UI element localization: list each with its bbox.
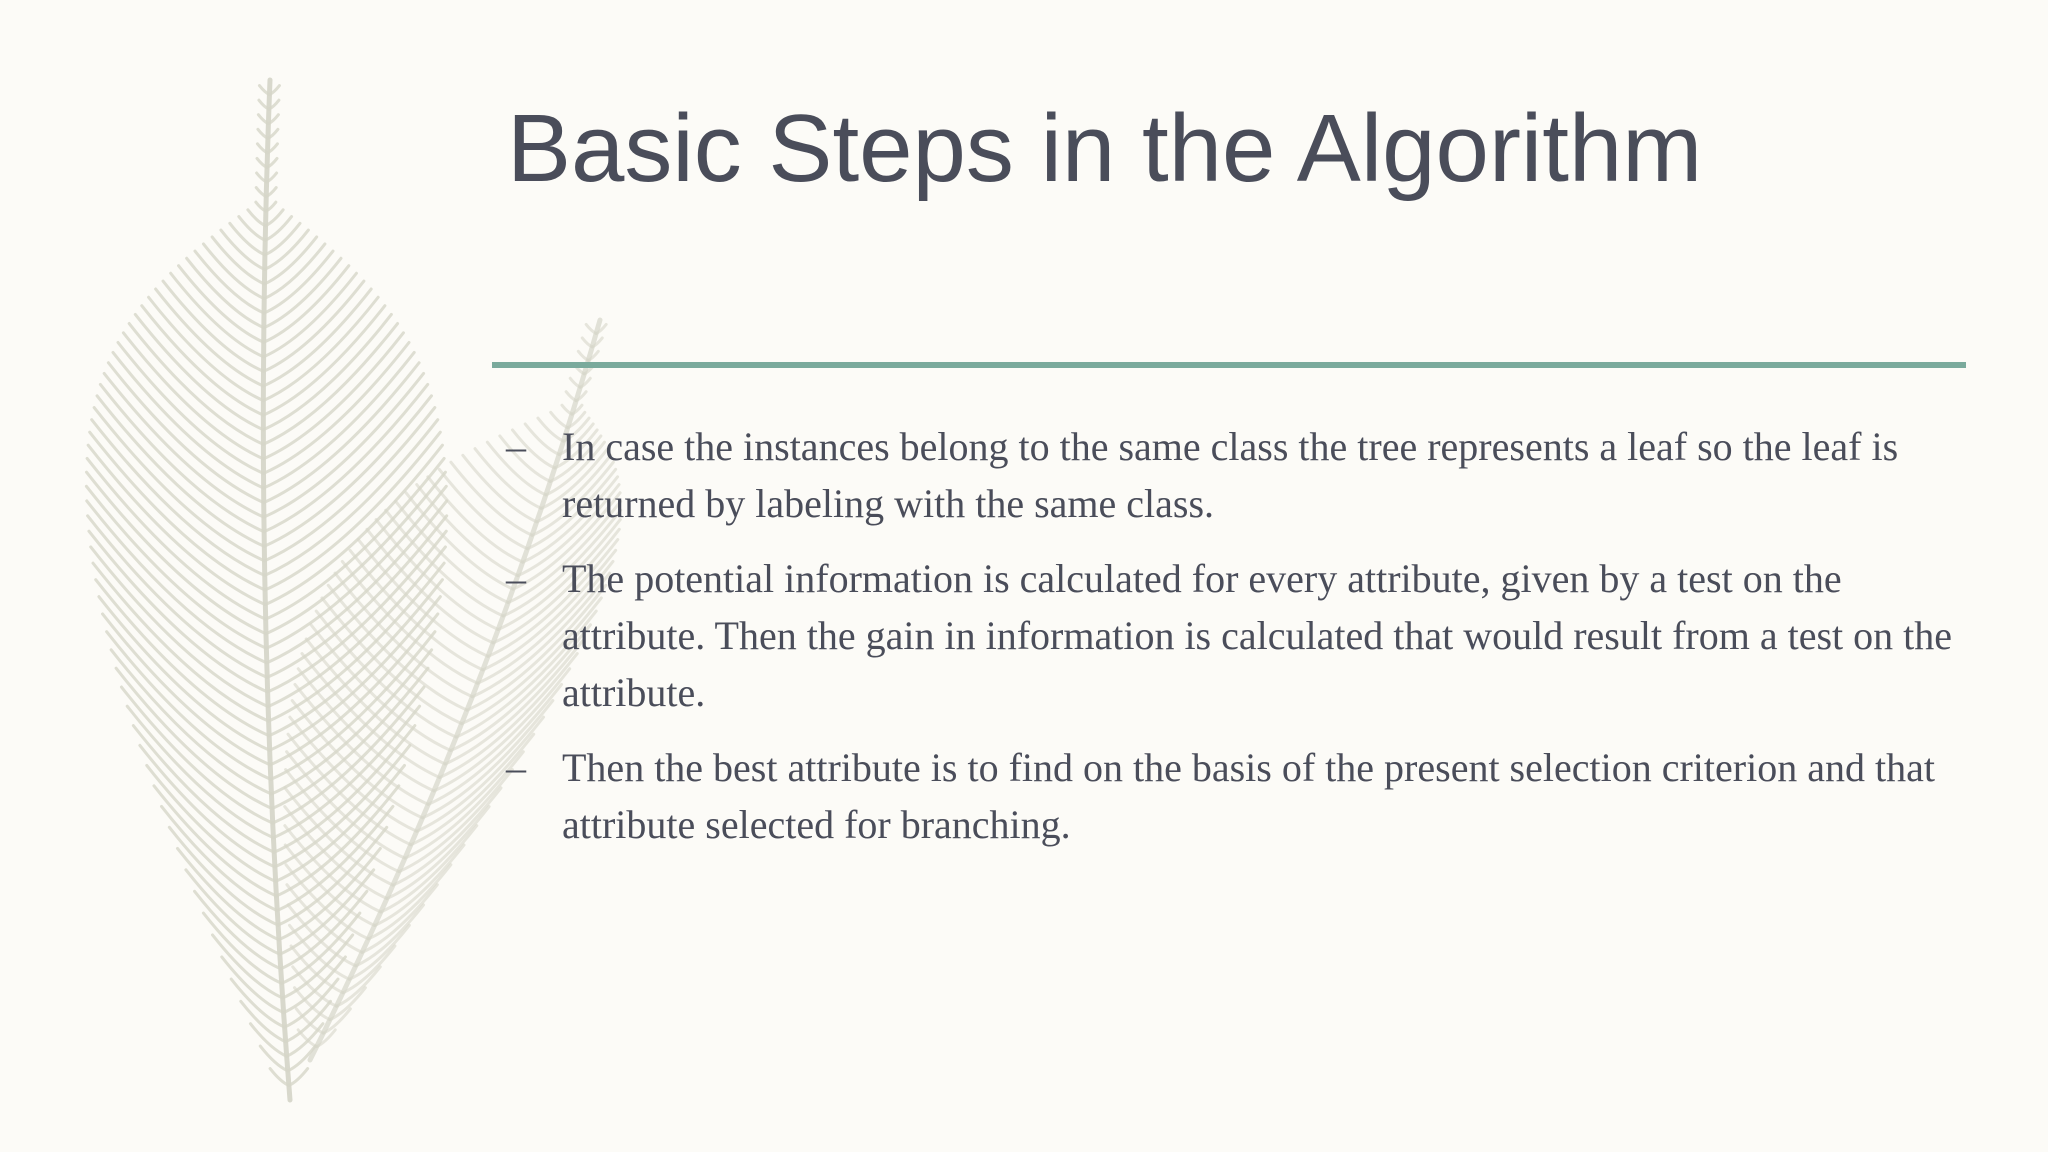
bullet-marker: – xyxy=(506,745,526,790)
bullet-list xyxy=(506,418,1966,871)
bullet-marker: – xyxy=(506,556,526,601)
bullet-item xyxy=(506,550,1966,721)
bullet-text: Then the best attribute is to find on the basis of the present selection criterion and that attribute selected for branching. xyxy=(562,745,1935,847)
bullet-text: The potential information is calculated for every attribute, given by a test on the attribute. Then the gain in information is calculated that would result from a test on the attribute. xyxy=(562,556,1952,715)
bullet-item xyxy=(506,739,1966,853)
bullet-text: In case the instances belong to the same class the tree represents a leaf so the leaf is returned by labeling with the same class. xyxy=(562,424,1899,526)
bullet-item xyxy=(506,418,1966,532)
bullet-marker: – xyxy=(506,424,526,469)
slide-title: Basic Steps in the Algorithm xyxy=(507,95,1703,202)
title-divider xyxy=(492,362,1966,368)
